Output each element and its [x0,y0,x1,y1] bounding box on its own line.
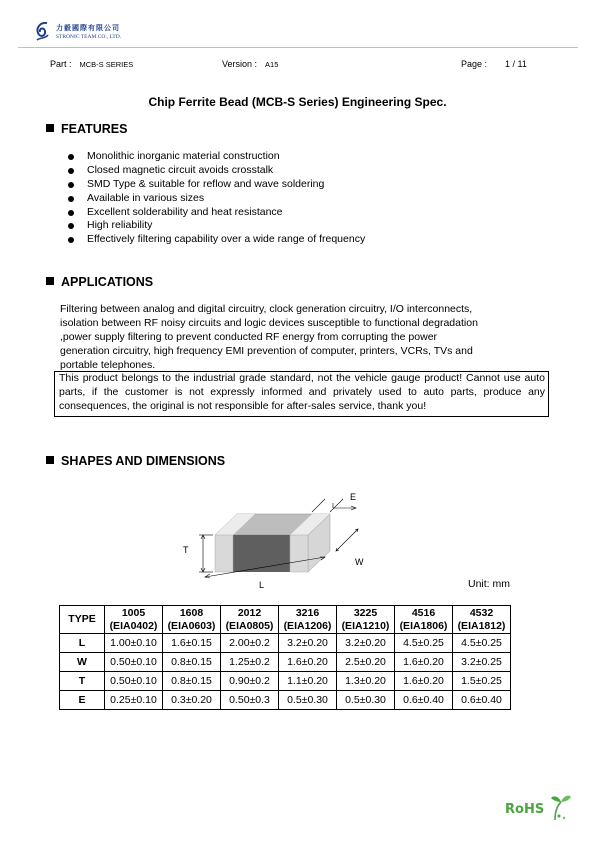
table-header-row [60,606,511,634]
notice-box: This product belongs to the industrial grade standard, not the vehicle gauge product! Cannot use auto parts, if the customer is not expressly informed and privately used to auto parts, produce any consequences, the original is not responsible for after-sales service, thank you! [54,371,549,417]
e-label: E [350,492,357,502]
table-cell: 0.3±0.20 [163,691,221,710]
row-label: L [60,634,105,653]
column-header: 3216 (EIA1206) [279,606,337,634]
rohs-leaf-icon [549,792,573,822]
chip-dimension-drawing [175,485,390,595]
version-value: A15 [265,60,279,69]
version-field [222,59,278,69]
table-cell: 0.50±0.10 [105,672,163,691]
document-title: Chip Ferrite Bead (MCB-S Series) Engineering Spec. [148,95,447,109]
table-cell: 0.25±0.10 [105,691,163,710]
list-item: Effectively filtering capability over a wide range of frequency [68,233,365,247]
table-cell: 3.2±0.20 [337,634,395,653]
list-item: SMD Type & suitable for reflow and wave soldering [68,178,365,192]
table-cell: 1.3±0.20 [337,672,395,691]
features-list [68,150,365,247]
table-cell: 2.5±0.20 [337,653,395,672]
list-item: Excellent solderability and heat resistance [68,206,365,220]
column-header: 4532 (EIA1812) [453,606,511,634]
row-label: T [60,672,105,691]
list-item: Available in various sizes [68,192,365,206]
dimensions-table [59,605,511,710]
features-heading-text: FEATURES [61,122,128,136]
paragraph-line: Filtering between analog and digital circuitry, clock generation circuitry, I/O interconnects, [60,303,473,315]
table-cell: 0.50±0.10 [105,653,163,672]
shapes-heading [46,454,225,468]
square-bullet-icon [46,124,54,132]
table-cell: 0.8±0.15 [163,653,221,672]
column-header: 1005 (EIA0402) [105,606,163,634]
paragraph-line: portable telephones. [60,358,156,371]
list-item: Monolithic inorganic material construction [68,150,365,164]
column-header: 3225 (EIA1210) [337,606,395,634]
version-label: Version : [222,59,258,69]
l-label: L [259,580,265,590]
table-cell: 2.00±0.2 [221,634,279,653]
table-cell: 0.50±0.3 [221,691,279,710]
table-cell: 0.5±0.30 [337,691,395,710]
page-label: Page : [461,59,488,69]
part-label: Part : [50,59,72,69]
part-value: MCB-S SERIES [79,60,134,69]
table-cell: 1.6±0.15 [163,634,221,653]
table-cell: 4.5±0.25 [453,634,511,653]
column-header: 4516 (EIA1806) [395,606,453,634]
left-electrode [215,535,233,572]
list-item: High reliability [68,219,365,233]
paragraph-line: ,power supply filtering to prevent conducted RF energy from corrupting the power [60,330,438,343]
applications-heading-text: APPLICATIONS [61,275,154,289]
page-field [461,59,527,69]
company-name-cn: 力毅國際有限公司 [56,25,120,32]
table-cell: 1.6±0.20 [395,653,453,672]
table-row [60,672,511,691]
table-cell: 0.8±0.15 [163,672,221,691]
table-cell: 0.90±0.2 [221,672,279,691]
table-cell: 1.5±0.25 [453,672,511,691]
right-electrode [290,535,308,572]
type-header: TYPE [60,606,105,634]
table-row [60,634,511,653]
table-cell: 0.6±0.40 [395,691,453,710]
features-heading [46,122,127,136]
table-row [60,653,511,672]
table-cell: 0.6±0.40 [453,691,511,710]
applications-paragraph [60,303,540,373]
applications-heading [46,275,153,289]
row-label: W [60,653,105,672]
part-field [50,59,133,69]
table-cell: 3.2±0.20 [279,634,337,653]
column-header: 2012 (EIA0805) [221,606,279,634]
page-number: 1 / 11 [505,59,527,69]
table-cell: 1.1±0.20 [279,672,337,691]
square-bullet-icon [46,456,54,464]
rohs-logo-text: RoHS [505,802,545,817]
table-cell: 3.2±0.25 [453,653,511,672]
table-row [60,691,511,710]
square-bullet-icon [46,277,54,285]
paragraph-line: isolation between RF noisy circuits and logic devices susceptible to functional degradation [60,316,478,329]
table-cell: 1.25±0.2 [221,653,279,672]
paragraph-line: generation circuitry, high frequency EMI prevention of computer, printers, VCRs, TVs and [60,344,473,357]
table-cell: 4.5±0.25 [395,634,453,653]
table-cell: 1.00±0.10 [105,634,163,653]
unit-label: Unit: mm [468,578,510,590]
company-name-en: STRONIC TEAM CO., LTD. [56,34,122,40]
row-label: E [60,691,105,710]
t-label: T [183,545,189,555]
list-item: Closed magnetic circuit avoids crosstalk [68,164,365,178]
table-cell: 1.6±0.20 [279,653,337,672]
table-cell: 0.5±0.30 [279,691,337,710]
company-logo-icon [34,20,50,44]
shapes-heading-text: SHAPES AND DIMENSIONS [61,454,226,468]
table-cell: 1.6±0.20 [395,672,453,691]
column-header: 1608 (EIA0603) [163,606,221,634]
w-label: W [355,557,364,567]
